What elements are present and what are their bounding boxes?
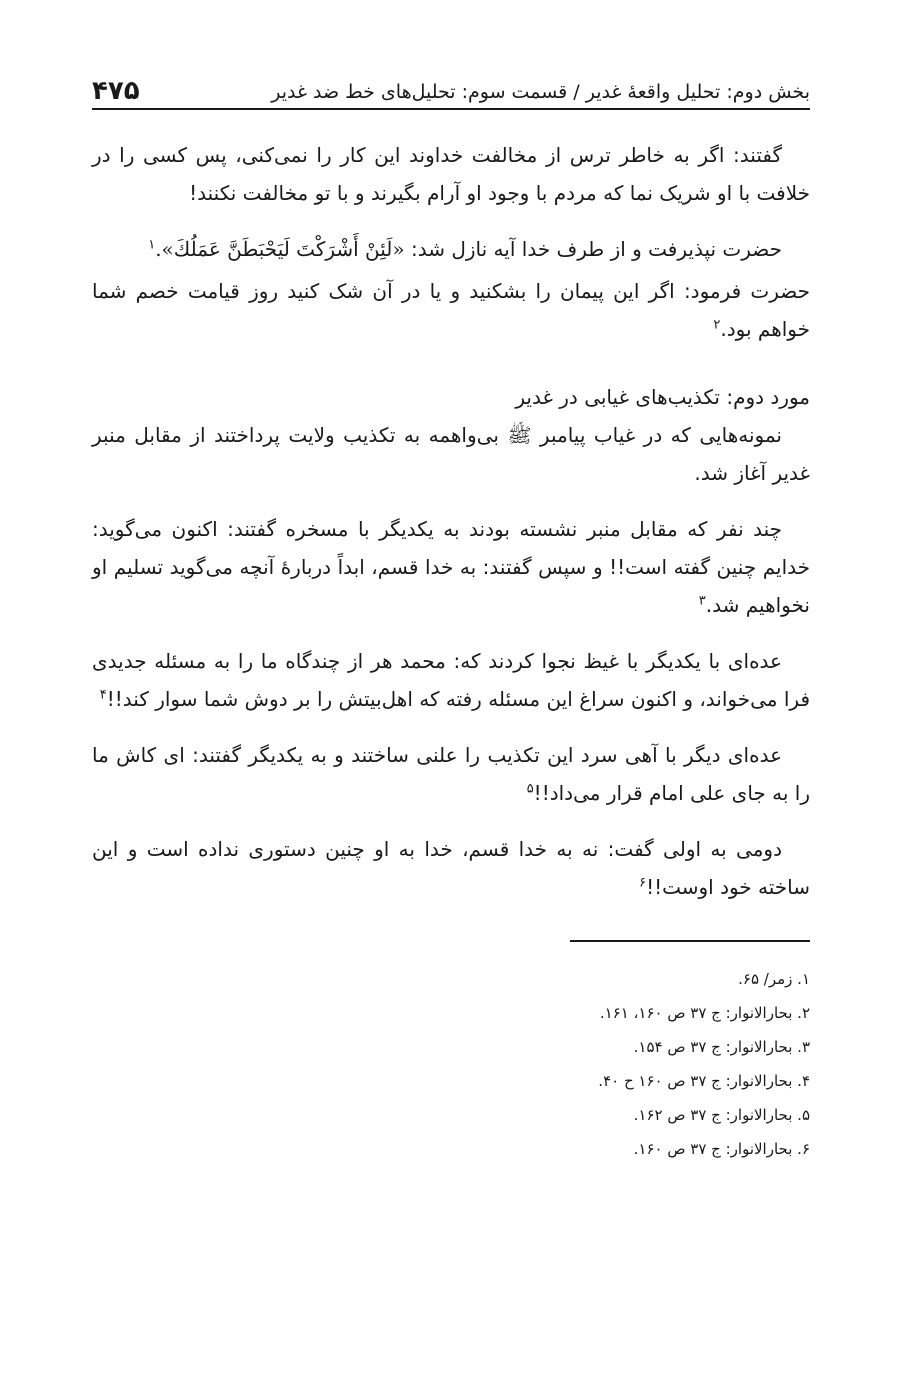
paragraph-7-text: عده‌ای دیگر با آهی سرد این تکذیب را علنی ساختند و به یکدیگر گفتند: ای کاش ما را به جای علی امام قرار می‌داد!! [92,743,810,805]
running-title: بخش دوم: تحلیل واقعهٔ غدیر / قسمت سوم: تحلیل‌های خط ضد غدیر [271,81,810,104]
paragraph-6-text: عده‌ای با یکدیگر با غیظ نجوا کردند که: محمد هر از چندگاه ما را به مسئله جدیدی فرا می‌خواند، و اکنون سراغ این مسئله رفته که اهل‌بیتش را بر دوش شما سوار کند!! [92,649,810,711]
book-page [92,60,810,1166]
footnote-item: ۵. بحارالانوار: ج ۳۷ ص ۱۶۲. [633,1106,810,1124]
footnote-ref-6: ۶ [639,875,647,891]
footnote-ref-4: ۴ [99,687,107,703]
paragraph-8-text: دومی به اولی گفت: نه به خدا قسم، خدا به او چنین دستوری نداده است و این ساخته خود اوست!! [92,837,810,899]
body-text [92,136,810,906]
paragraph-5 [92,510,810,624]
paragraph-3 [92,272,810,348]
footnote-ref-3: ۳ [698,593,706,609]
paragraph-6 [92,642,810,718]
footnote-item: ۶. بحارالانوار: ج ۳۷ ص ۱۶۰. [633,1140,810,1158]
quran-verse: «لَئِنْ أَشْرَكْتَ لَيَحْبَطَنَّ عَمَلُكَ». [155,237,405,261]
paragraph-3-text: حضرت فرمود: اگر این پیمان را بشکنید و یا در آن شک کنید روز قیامت خصم شما خواهم بود. [92,279,810,341]
footnotes-list [92,962,810,1166]
footnote-item: ۴. بحارالانوار: ج ۳۷ ص ۱۶۰ ح ۴۰. [598,1072,810,1090]
footnote-item: ۳. بحارالانوار: ج ۳۷ ص ۱۵۴. [633,1038,810,1056]
paragraph-2 [92,230,810,268]
footnote-item: ۱. زمر/ ۶۵. [738,970,810,988]
paragraph-4 [92,416,810,492]
section-heading: مورد دوم: تکذیب‌های غیابی در غدیر [515,385,810,409]
running-header [92,60,810,110]
paragraph-4-text: نمونه‌هایی که در غیاب پیامبر ﷺ بی‌واهمه به تکذیب ولایت پرداختند از مقابل منبر غدیر آغاز شد. [92,423,810,485]
paragraph-1 [92,136,810,212]
footnote-ref-2: ۲ [713,317,721,333]
footnote-item: ۲. بحارالانوار: ج ۳۷ ص ۱۶۰، ۱۶۱. [599,1004,810,1022]
paragraph-5-text: چند نفر که مقابل منبر نشسته بودند به یکدیگر با مسخره گفتند: اکنون می‌گوید: خدایم چنین گفته است!! و سپس گفتند: به خدا قسم، ابداً دربارهٔ آنچه می‌گوید تسلیم او نخواهیم شد. [92,517,810,617]
page-number: ۴۷۵ [92,76,140,106]
paragraph-7 [92,736,810,812]
paragraph-2-text: حضرت نپذیرفت و از طرف خدا آیه نازل شد: [404,237,782,261]
footnote-ref-1: ۱ [148,237,156,253]
footnote-ref-5: ۵ [526,781,534,797]
footnote-divider [570,940,810,942]
paragraph-8 [92,830,810,906]
paragraph-1-text: گفتند: اگر به خاطر ترس از مخالفت خداوند این کار را نمی‌کنی، پس کسی را در خلافت با او شریک نما که مردم با وجود او آرام بگیرند و با تو مخالفت نکنند! [92,143,810,205]
